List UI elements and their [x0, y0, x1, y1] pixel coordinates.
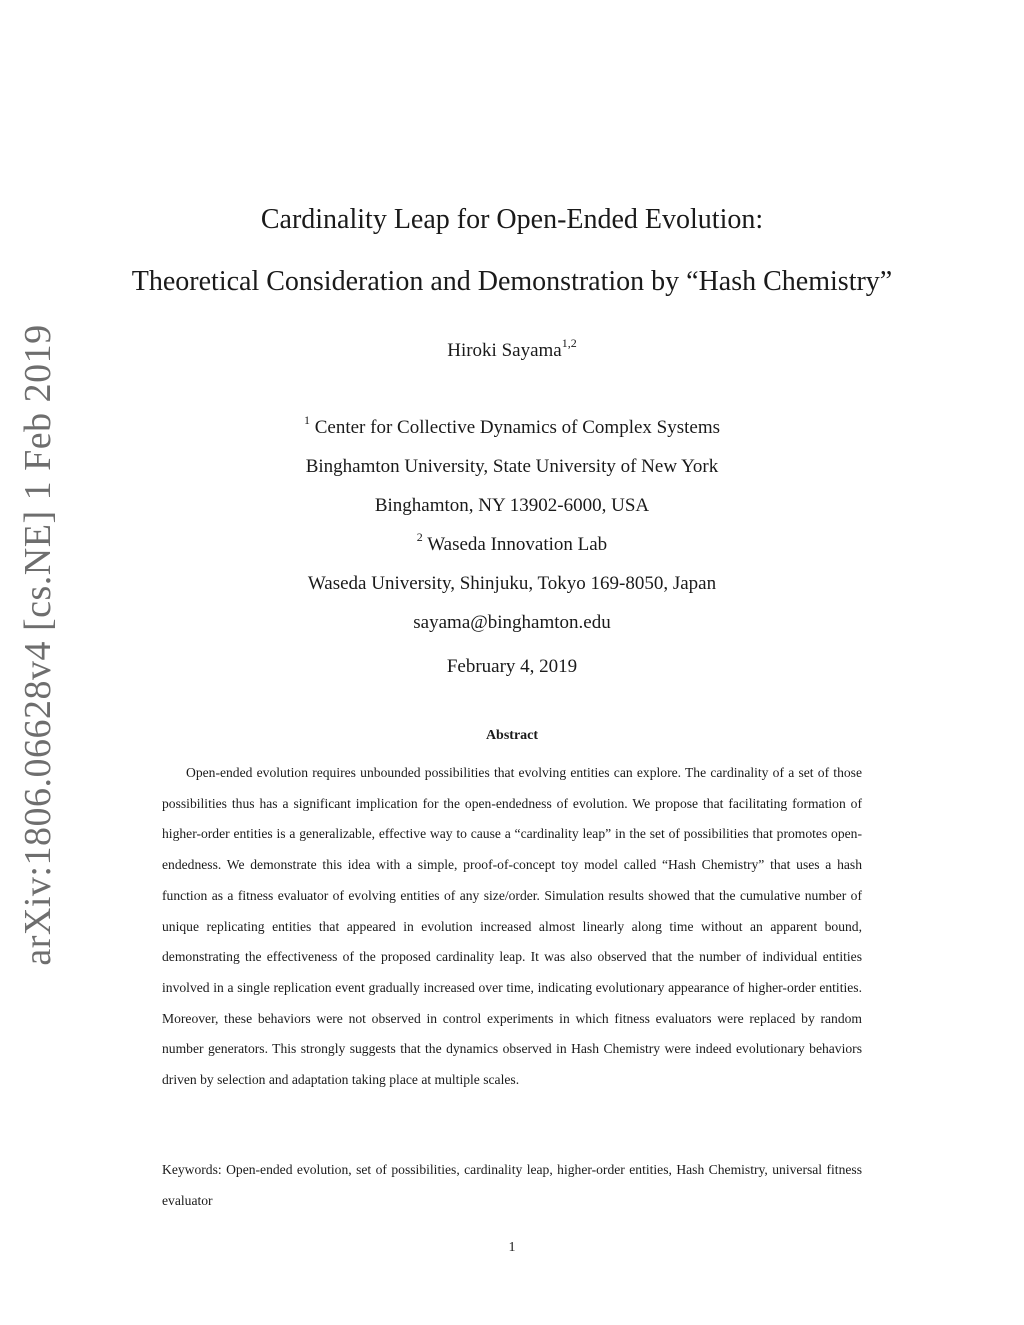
paper-title-line-2: Theoretical Consideration and Demonstration by “Hash Chemistry”	[131, 266, 893, 297]
author-line	[0, 336, 1024, 362]
author-email: sayama@binghamton.edu	[413, 612, 611, 633]
affiliation-line-1	[0, 413, 1024, 439]
affiliation-line-5: Waseda University, Shinjuku, Tokyo 169-8050, Japan	[307, 573, 717, 594]
paper-title-line-1: Cardinality Leap for Open-Ended Evolution:	[260, 204, 764, 235]
arxiv-identifier-stamp: arXiv:1806.06628v4 [cs.NE] 1 Feb 2019	[17, 324, 59, 966]
affiliation-text-4: Waseda Innovation Lab	[427, 534, 608, 555]
affiliation-line-3: Binghamton, NY 13902-6000, USA	[374, 495, 650, 516]
author-name: Hiroki Sayama	[447, 340, 562, 361]
abstract-heading: Abstract	[485, 728, 539, 743]
affiliation-line-2: Binghamton University, State University of New York	[305, 456, 719, 477]
affiliation-text-1: Center for Collective Dynamics of Complex Systems	[314, 417, 720, 438]
paper-date: February 4, 2019	[446, 656, 578, 677]
affiliation-line-4	[0, 530, 1024, 556]
affiliation-mark-2: 2	[416, 530, 423, 544]
page-number: 1	[508, 1240, 516, 1255]
keywords-paragraph: Keywords: Open-ended evolution, set of possibilities, cardinality leap, higher-order entities, Hash Chemistry, universal fitness evaluator	[162, 1162, 862, 1208]
affiliation-mark-1: 1	[303, 413, 310, 427]
author-affiliation-marks: 1,2	[561, 336, 577, 350]
abstract-body: Open-ended evolution requires unbounded possibilities that evolving entities can explore. The cardinality of a set of those possibilities thus has a significant implication for the open-endedness of evolution. We propose that facilitating formation of higher-order entities is a generalizable, effective way to cause a “cardinality leap” in the set of possibilities that promotes open-endedness. We demonstrate this idea with a simple, proof-of-concept toy model called “Hash Chemistry” that uses a hash function as a fitness evaluator of evolving entities of any size/order. Simulation results showed that the cumulative number of unique replicating entities that appeared in evolution increased almost linearly along time without an apparent bound, demonstrating the effectiveness of the proposed cardinality leap. It was also observed that the number of individual entities involved in a single replication event gradually increased over time, indicating evolutionary appearance of higher-order entities. Moreover, these behaviors were not observed in control experiments in which fitness evaluators were replaced by random number generators. This strongly suggests that the dynamics observed in Hash Chemistry were indeed evolutionary behaviors driven by selection and adaptation taking place at multiple scales.	[162, 765, 862, 1088]
